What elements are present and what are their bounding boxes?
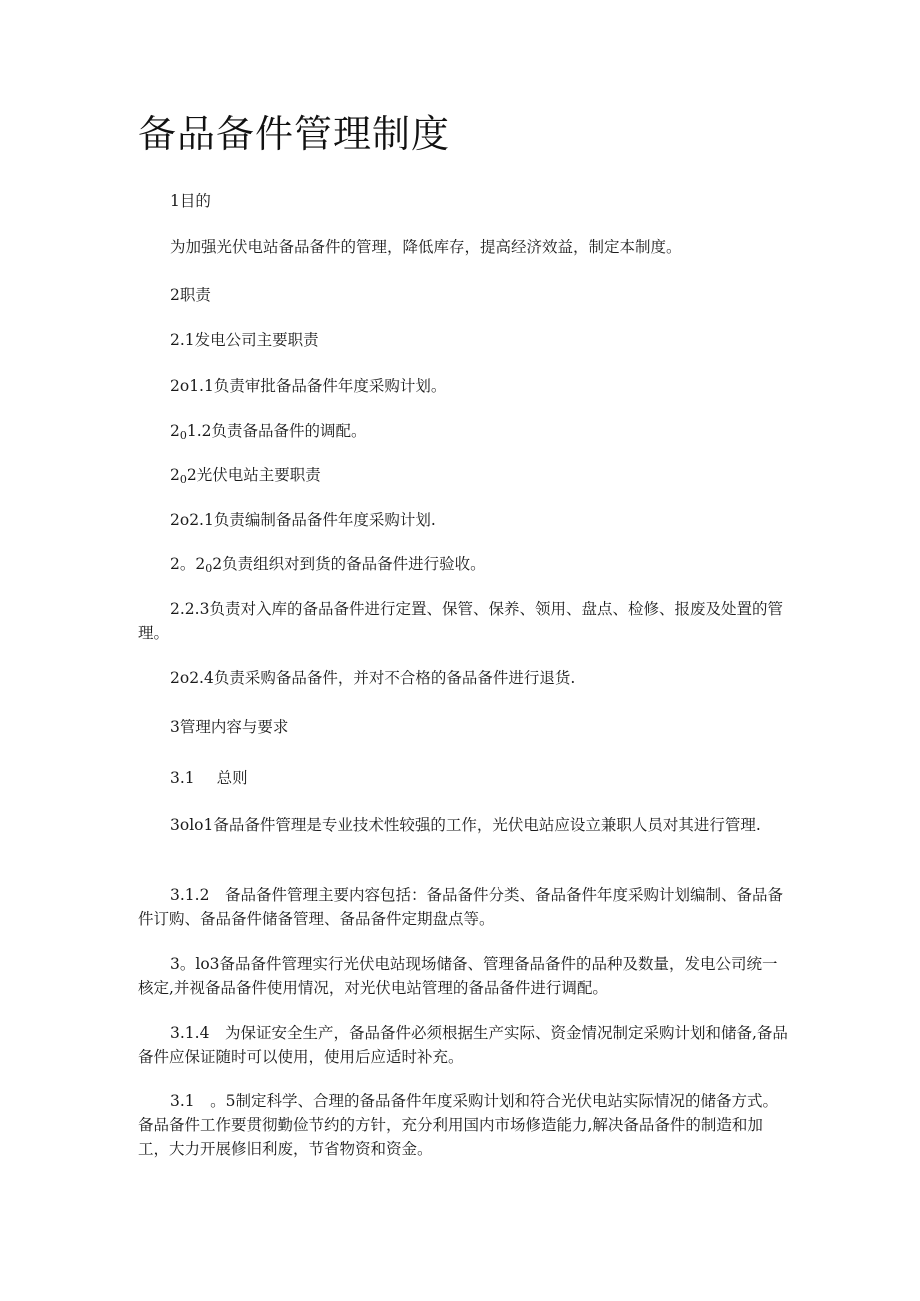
- section-3-1-label: 总则: [216, 769, 248, 787]
- section-2-2-prefix: 2: [170, 466, 180, 484]
- section-2-1: 2.1发电公司主要职责: [170, 331, 319, 349]
- section-3-1-5: 3.1 。5制定科学、合理的备品备件年度采购计划和符合光伏电站实际情况的储备方式。备品备件工作要贯彻勤俭节约的方针，充分利用国内市场修造能力,解决备品备件的制造和加工，大力开展修旧利废，节省物资和资金。: [138, 1092, 779, 1158]
- section-3-heading: 3管理内容与要求: [170, 718, 289, 736]
- section-2-2-sub: 0: [179, 473, 187, 486]
- section-3-1-number: 3.1: [170, 769, 195, 787]
- section-2-heading: 2职责: [170, 286, 211, 304]
- section-3-1-2: 3.1.2 备品备件管理主要内容包括：备品备件分类、备品备件年度采购计划编制、备品备件订购、备品备件储备管理、备品备件定期盘点等。: [138, 886, 783, 928]
- section-2-2-rest: 2光伏电站主要职责: [186, 466, 321, 484]
- section-2-2-2-prefix: 2。2: [170, 555, 206, 573]
- section-2-2: [138, 463, 790, 492]
- section-3-1-4: 3.1.4 为保证安全生产，备品备件必须根据生产实际、资金情况制定采购计划和储备,备品备件应保证随时可以使用，使用后应适时补充。: [138, 1024, 788, 1066]
- section-2-2-2-rest: 2负责组织对到货的备品备件进行验收。: [212, 555, 486, 573]
- section-2-2-1: 2o2.1负责编制备品备件年度采购计划.: [170, 511, 436, 529]
- section-3-1-1: 3olo1备品备件管理是专业技术性较强的工作，光伏电站应设立兼职人员对其进行管理.: [170, 816, 761, 834]
- section-2-1-2: [138, 419, 790, 448]
- section-3-1: [138, 766, 790, 790]
- section-2-2-2: [138, 552, 790, 581]
- section-3-1-3: 3。lo3备品备件管理实行光伏电站现场储备、管理备品备件的品种及数量，发电公司统一核定,并视备品备件使用情况，对光伏电站管理的备品备件进行调配。: [138, 955, 778, 997]
- section-2-1-2-sub: 0: [179, 429, 187, 442]
- section-2-1-2-prefix: 2: [170, 422, 180, 440]
- section-2-1-2-rest: 1.2负责备品备件的调配。: [186, 422, 367, 440]
- section-1-body: 为加强光伏电站备品备件的管理，降低库存，提高经济效益，制定本制度。: [170, 238, 682, 256]
- section-2-2-2-sub: 0: [205, 562, 213, 575]
- section-2-1-1: 2o1.1负责审批备品备件年度采购计划。: [170, 377, 447, 395]
- section-1-heading: 1目的: [170, 192, 211, 210]
- section-2-2-4: 2o2.4负责采购备品备件，并对不合格的备品备件进行退货.: [170, 669, 576, 687]
- document-title: 备品备件管理制度: [138, 112, 451, 156]
- section-2-2-3: 2.2.3负责对入库的备品备件进行定置、保管、保养、领用、盘点、检修、报废及处置的管理。: [138, 600, 783, 642]
